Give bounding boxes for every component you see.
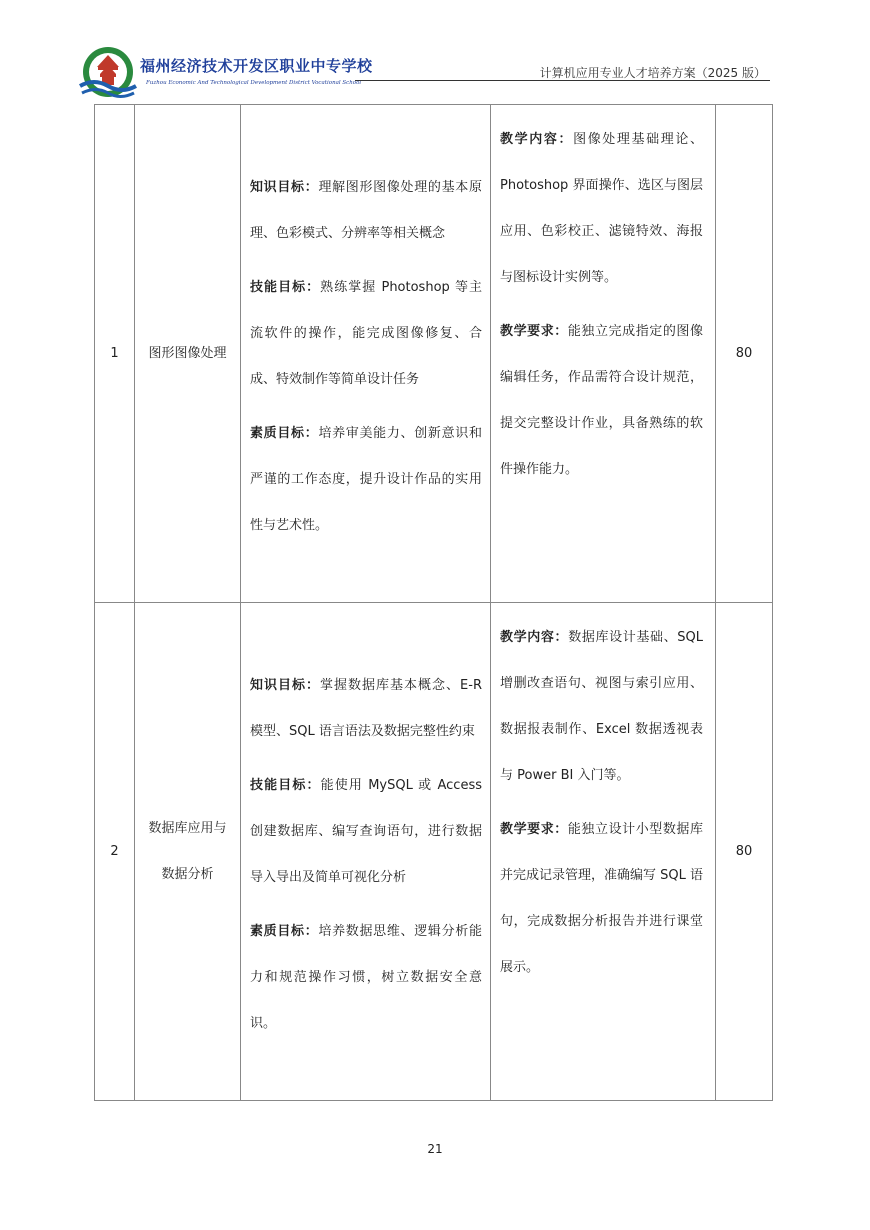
school-name-cn: 福州经济技术开发区职业中专学校: [140, 57, 373, 75]
quality-objective: 素质目标：培养数据思维、逻辑分析能力和规范操作习惯，树立数据安全意识。: [250, 923, 482, 1031]
document-title: 计算机应用专业人才培养方案（2025 版）: [539, 66, 766, 80]
row-number: 1: [95, 105, 135, 603]
header-divider: [355, 80, 770, 81]
knowledge-objective: 知识目标：理解图形图像处理的基本原理、色彩模式、分辨率等相关概念: [250, 179, 482, 241]
course-objectives: [241, 603, 491, 1101]
teaching-content: 教学内容：图像处理基础理论、Photoshop 界面操作、选区与图层应用、色彩校正、滤镜特效、海报与图标设计实例等。: [500, 132, 703, 285]
course-hours: 80: [716, 603, 773, 1101]
knowledge-objective: 知识目标：掌握数据库基本概念、E-R 模型、SQL 语言语法及数据完整性约束: [250, 677, 482, 739]
course-hours: 80: [716, 105, 773, 603]
school-logo-icon: [78, 46, 138, 100]
quality-objective: 素质目标：培养审美能力、创新意识和严谨的工作态度，提升设计作品的实用性与艺术性。: [250, 425, 482, 533]
school-name-en: Fuzhou Economic And Technological Development District Vocational School: [146, 80, 362, 86]
row-number: 2: [95, 603, 135, 1101]
teaching-requirement: 教学要求：能独立设计小型数据库并完成记录管理，准确编写 SQL 语句，完成数据分析报告并进行课堂展示。: [500, 822, 703, 975]
page-header: [0, 0, 870, 110]
course-requirements: [491, 603, 716, 1101]
skill-objective: 技能目标：熟练掌握 Photoshop 等主流软件的操作，能完成图像修复、合成、特效制作等简单设计任务: [250, 279, 482, 387]
teaching-content: 教学内容：数据库设计基础、SQL 增删改查语句、视图与索引应用、数据报表制作、Excel 数据透视表与 Power BI 入门等。: [500, 630, 703, 783]
page-number: 21: [427, 1142, 443, 1156]
course-table: [94, 104, 773, 1101]
table-row: [95, 105, 773, 603]
skill-objective: 技能目标：能使用 MySQL 或 Access 创建数据库、编写查询语句，进行数据导入导出及简单可视化分析: [250, 777, 482, 885]
teaching-requirement: 教学要求：能独立完成指定的图像编辑任务，作品需符合设计规范，提交完整设计作业，具备熟练的软件操作能力。: [500, 324, 703, 477]
table-row: [95, 603, 773, 1101]
course-objectives: [241, 105, 491, 603]
course-name: 图形图像处理: [135, 105, 241, 603]
course-requirements: [491, 105, 716, 603]
course-name: 数据库应用与数据分析: [135, 603, 241, 1101]
